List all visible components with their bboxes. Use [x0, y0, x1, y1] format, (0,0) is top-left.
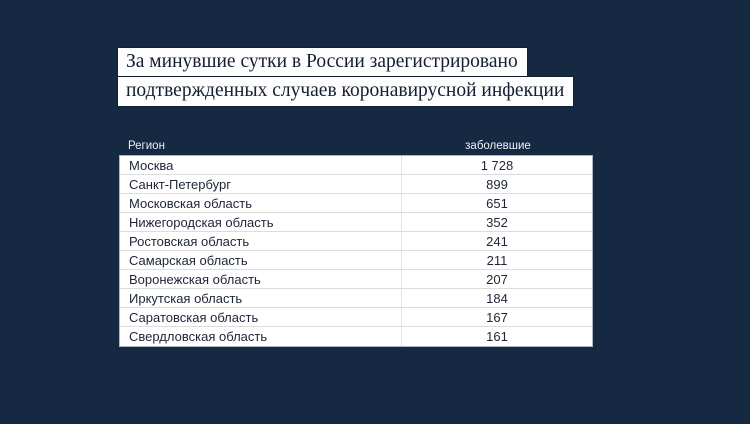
cases-cell: 211: [486, 252, 508, 268]
region-cell: Нижегородская область: [120, 213, 402, 231]
region-cell: Ростовская область: [120, 232, 402, 250]
headline-line-2: подтвержденных случаев коронавирусной инфекции: [118, 77, 573, 105]
table-row: [120, 289, 592, 308]
region-cell: Москва: [120, 156, 402, 174]
region-cell: Иркутская область: [120, 289, 402, 307]
cases-cell: 651: [486, 195, 508, 211]
region-cell: Свердловская область: [120, 327, 402, 346]
headline: [118, 48, 573, 107]
region-cell: Санкт-Петербург: [120, 175, 402, 193]
region-cell: Воронежская область: [120, 270, 402, 288]
region-cell: Саратовская область: [120, 308, 402, 326]
table-row: [120, 213, 592, 232]
region-cell: Самарская область: [120, 251, 402, 269]
table-row: [120, 308, 592, 327]
table-row: [120, 251, 592, 270]
column-header-region: Регион: [128, 140, 165, 152]
table-row: [120, 327, 592, 346]
cases-cell: 167: [486, 309, 508, 325]
headline-line-1: За минувшие сутки в России зарегистрировано: [118, 48, 527, 76]
region-cell: Московская область: [120, 194, 402, 212]
cases-cell: 1 728: [480, 157, 514, 173]
cases-cell: 352: [486, 214, 508, 230]
cases-cell: 207: [486, 271, 508, 287]
table-column-headers: [119, 136, 593, 154]
cases-cell: 899: [486, 176, 508, 192]
cases-cell: 161: [486, 329, 508, 344]
cases-cell: 184: [486, 290, 508, 306]
table-row: [120, 156, 592, 175]
column-header-cases: заболевшие: [465, 140, 531, 152]
cases-cell: 241: [486, 233, 508, 249]
table-row: [120, 232, 592, 251]
cases-table: [119, 155, 593, 347]
table-row: [120, 270, 592, 289]
table-row: [120, 194, 592, 213]
table-row: [120, 175, 592, 194]
